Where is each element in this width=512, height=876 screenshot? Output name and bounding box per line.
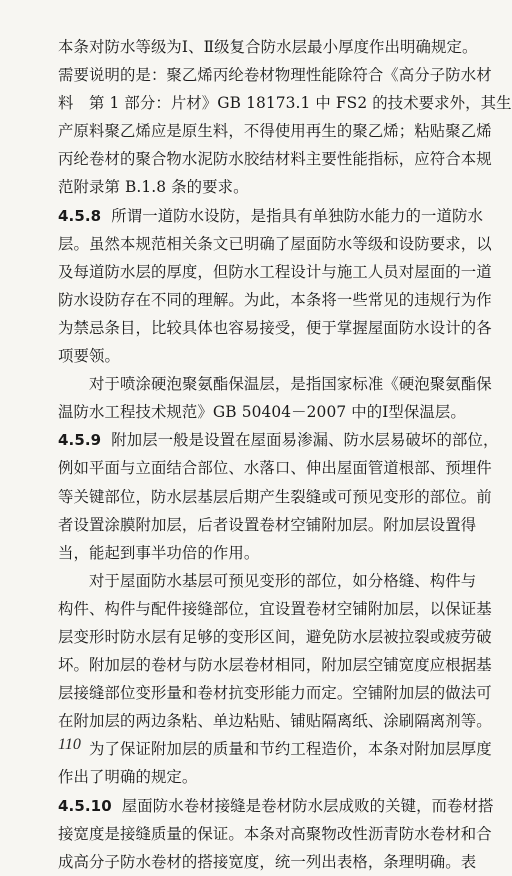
line-text: 层。虽然本规范相关条文已明确了屋面防水等级和设防要求，以 [58,234,492,253]
text-line [58,370,492,398]
line-text: 为了保证附加层的质量和节约工程造价，本条对附加层厚度 [89,740,492,759]
line-text: 温防水工程技术规范》GB 50404－2007 中的Ⅰ型保温层。 [58,403,466,422]
line-text: 需要说明的是：聚乙烯丙纶卷材物理性能除符合《高分子防水材 [58,66,492,85]
paragraph-p5 [58,567,492,736]
line-text: 及每道防水层的厚度，但防水工程设计与施工人员对屋面的一道 [58,262,492,281]
text-line [58,651,492,679]
line-text: 层接缝部位变形量和卷材抗变形能力而定。空铺附加层的做法可 [58,684,492,703]
text-line [58,426,499,454]
paragraph-p6 [58,735,492,791]
line-text: 屋面防水卷材接缝是卷材防水层成败的关键，而卷材搭 [121,796,494,815]
line-text: 者设置涂膜附加层，后者设置卷材空铺附加层。附加层设置得 [58,515,477,534]
text-line [58,595,492,623]
paragraph-p2 [58,202,492,371]
line-text: 为禁忌条目，比较具体也容易接受，便于掌握屋面防水设计的各 [58,318,492,337]
text-line [58,792,494,820]
line-text: 成高分子防水卷材的搭接宽度，统一列出表格，条理明确。表 [58,852,477,871]
line-text: 构件、构件与配件接缝部位，宜设置卷材空铺附加层，以保证基 [58,599,492,618]
text-line [58,679,492,707]
line-text: 坏。附加层的卷材与防水层卷材相同，附加层空铺宽度应根据基 [58,656,492,675]
text-line [58,61,492,89]
document-body [58,33,512,876]
text-line [58,735,492,763]
line-text: 当，能起到事半功倍的作用。 [58,543,260,562]
text-line [58,483,492,511]
text-line [58,145,492,173]
line-text: 本条对防水等级为Ⅰ、Ⅱ级复合防水层最小厚度作出明确规定。 [58,38,478,56]
text-line [58,623,492,651]
line-text: 等关键部位，防水层基层后期产生裂缝或可预见变形的部位。前 [58,487,492,506]
line-text: 丙纶卷材的聚合物水泥防水胶结材料主要性能指标，应符合本规 [58,150,492,169]
text-line [58,454,492,482]
text-line [58,848,477,876]
text-line [58,173,474,201]
line-text: 防水设防存在不同的理解。为此，本条将一些常见的违规行为作 [58,290,492,309]
line-text: 料 第 1 部分：片材》GB 18173.1 中 FS2 的技术要求外，其生 [58,94,512,113]
line-text: 对于喷涂硬泡聚氨酯保温层，是指国家标准《硬泡聚氨酯保 [89,375,492,394]
text-line [58,398,474,426]
section-number: 4.5.10 [58,796,112,815]
page-number: 110 [58,736,81,753]
line-text: 接宽度是接缝质量的保证。本条对高聚物改性沥青防水卷材和合 [58,824,492,843]
text-line [58,33,478,61]
text-line [58,89,512,117]
text-line [58,202,483,230]
text-line [58,539,474,567]
paragraph-p1 [58,33,512,202]
text-line [58,286,492,314]
line-text: 作出了明确的规定。 [58,768,198,787]
line-text: 项要领。 [58,347,120,366]
line-text: 在附加层的两边条粘、单边粘贴、铺贴隔离纸、涂刷隔离剂等。 [58,712,492,731]
text-line [58,342,474,370]
paragraph-p4 [58,426,499,566]
text-line [58,763,474,791]
text-line [58,314,492,342]
text-line [58,258,492,286]
line-text: 范附录第 B.1.8 条的要求。 [58,178,249,197]
text-line [58,567,477,595]
text-line [58,511,477,539]
line-text: 产原料聚乙烯应是原生料，不得使用再生的聚乙烯；粘贴聚乙烯 [58,122,492,141]
text-line [58,230,492,258]
text-line [58,820,492,848]
text-line [58,117,492,145]
paragraph-p3 [58,370,492,426]
text-line [58,707,492,735]
line-text: 例如平面与立面结合部位、水落口、伸出屋面管道根部、预埋件 [58,459,492,478]
paragraph-p7 [58,792,494,876]
line-text: 所谓一道防水设防，是指具有单独防水能力的一道防水 [111,206,483,225]
line-text: 对于屋面防水基层可预见变形的部位，如分格缝、构件与 [89,571,477,590]
line-text: 附加层一般是设置在屋面易渗漏、防水层易破坏的部位， [111,431,499,450]
line-text: 层变形时防水层有足够的变形区间，避免防水层被拉裂或疲劳破 [58,627,492,646]
section-number: 4.5.9 [58,431,102,450]
section-number: 4.5.8 [58,206,102,225]
